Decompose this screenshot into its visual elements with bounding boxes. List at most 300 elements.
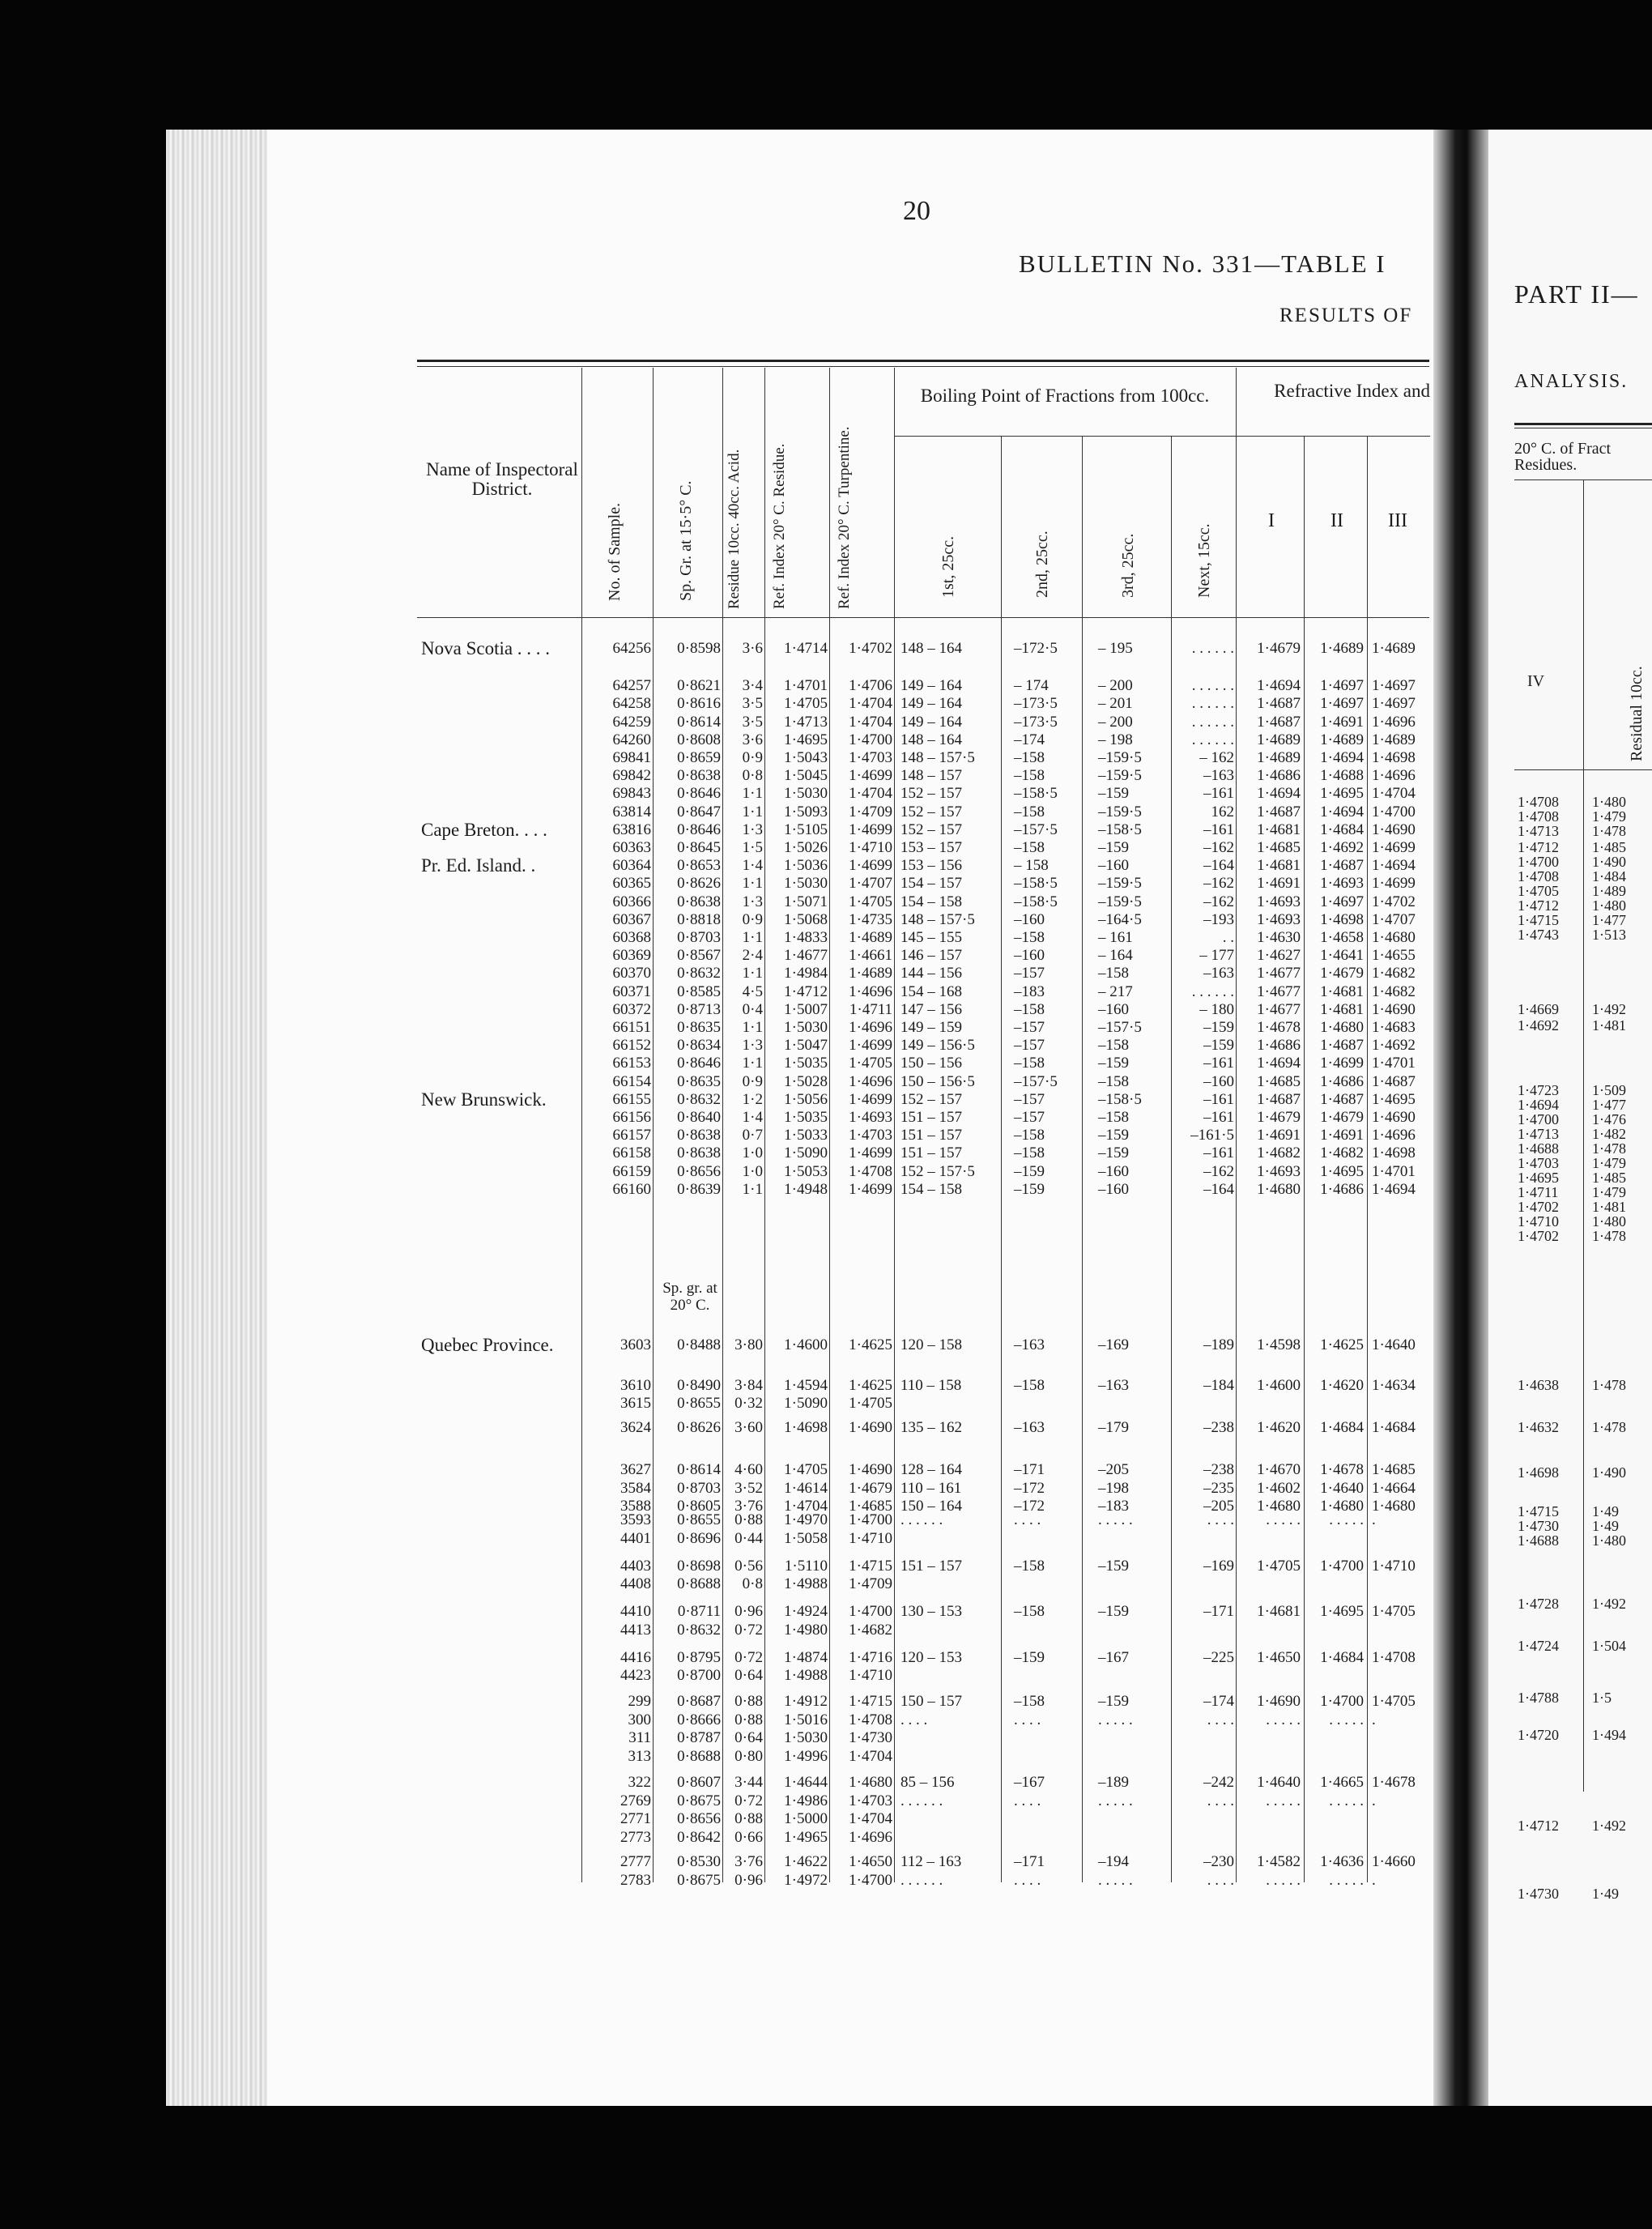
residue-cell: 1·4: [742, 1109, 763, 1126]
ref-index-turpentine-cell: 1·4689: [849, 929, 892, 946]
boiling-2nd-cell: –158: [1014, 839, 1045, 856]
table-row: [583, 1144, 1424, 1162]
boiling-2nd-cell: [1003, 1810, 1084, 1828]
sp-gr-cell: 0·8605: [677, 1498, 721, 1515]
ref-index-turpentine-cell: 1·4705: [849, 1395, 892, 1412]
boiling-2nd-cell: –171: [1014, 1853, 1045, 1870]
refr-ii-cell: . . . . .: [1329, 1711, 1364, 1728]
table-row: [583, 839, 1424, 857]
refr-ii-cell: . . . . .: [1329, 1792, 1364, 1809]
sample-no-cell: 4408: [620, 1575, 651, 1592]
ref-index-residue-cell: 1·5068: [784, 910, 828, 928]
sp-gr-cell: 0·8659: [677, 749, 721, 766]
table-row: [583, 1073, 1424, 1091]
boiling-next-cell: –225: [1203, 1648, 1234, 1666]
sample-no-cell: 64260: [612, 731, 651, 748]
boiling-next-cell: [1173, 1622, 1237, 1639]
refr-iii-cell: 1·4695: [1372, 1090, 1416, 1108]
sample-no-cell: 3588: [620, 1498, 651, 1515]
right-page-residual-value: 1·513: [1592, 927, 1626, 943]
right-page-iv-value: 1·4708: [1518, 794, 1559, 810]
residue-cell: 1·1: [742, 1019, 763, 1036]
sp-gr-cell: 0·8787: [677, 1729, 721, 1746]
boiling-1st-cell: [896, 1395, 1003, 1413]
refr-ii-cell: [1304, 1575, 1367, 1593]
table-row: [583, 1461, 1424, 1479]
refr-iii-cell: 1·4708: [1372, 1648, 1416, 1666]
table-row: [583, 1055, 1424, 1072]
sp-gr-cell: 0·8655: [677, 1395, 721, 1412]
page-title: BULLETIN No. 331—TABLE I: [1019, 249, 1386, 278]
refr-i-cell: 1·4689: [1257, 749, 1301, 766]
boiling-2nd-cell: . . . .: [1014, 1711, 1041, 1728]
table-row: [583, 1091, 1424, 1109]
ref-index-residue-cell: 1·5053: [784, 1162, 828, 1180]
boiling-next-cell: . . . .: [1207, 1511, 1234, 1528]
boiling-3rd-cell: –159: [1098, 1144, 1129, 1162]
boiling-next-cell: [1173, 1530, 1237, 1548]
table-row: [583, 1711, 1424, 1729]
residue-cell: 3·84: [734, 1377, 763, 1394]
right-page-residual-value: 1·484: [1592, 868, 1626, 884]
right-page-iv-value: 1·4708: [1518, 808, 1559, 825]
boiling-next-cell: –161: [1203, 1055, 1234, 1072]
refr-ii-cell: [1304, 1810, 1367, 1828]
ref-index-turpentine-cell: 1·4699: [849, 857, 892, 875]
ref-index-residue-cell: 1·4984: [784, 965, 828, 982]
refr-i-cell: 1·4694: [1257, 677, 1301, 695]
boiling-next-cell: [1173, 1748, 1237, 1766]
refr-ii-cell: 1·4700: [1320, 1557, 1364, 1575]
sp-gr-cell: 0·8675: [677, 1792, 721, 1809]
boiling-2nd-cell: [1003, 1748, 1084, 1766]
residue-cell: 2·4: [742, 947, 763, 965]
boiling-3rd-cell: [1084, 1810, 1173, 1828]
refr-i-cell: 1·4602: [1257, 1479, 1301, 1497]
sp-gr-cell: 0·8635: [677, 1072, 721, 1090]
ref-index-residue-cell: 1·5007: [784, 1000, 828, 1018]
refr-i-cell: 1·4679: [1257, 1109, 1301, 1126]
refr-ii-cell: 1·4687: [1320, 1037, 1364, 1055]
right-page-residual-value: 1·480: [1592, 1213, 1626, 1230]
boiling-1st-cell: [896, 1622, 1003, 1639]
residue-cell: 0·66: [734, 1828, 763, 1846]
table-row: [583, 695, 1424, 713]
right-page-residual-value: 1·479: [1592, 1184, 1626, 1200]
sp-gr-cell: 0·8656: [677, 1162, 721, 1180]
ref-index-residue-cell: 1·4704: [784, 1498, 828, 1515]
refr-iii-cell: .: [1372, 1792, 1376, 1809]
boiling-2nd-cell: [1003, 1729, 1084, 1747]
boiling-1st-cell: 149 – 164: [901, 695, 962, 713]
ref-index-residue-cell: 1·4972: [784, 1871, 828, 1889]
sample-no-cell: 313: [628, 1747, 651, 1765]
refr-iii-cell: 1·4684: [1372, 1419, 1416, 1436]
ref-index-turpentine-cell: 1·4716: [849, 1648, 892, 1666]
refr-iii-cell: 1·4701: [1372, 1055, 1416, 1072]
boiling-1st-cell: 120 – 158: [901, 1336, 962, 1353]
residue-cell: 0·9: [742, 749, 763, 766]
header-sp-gr: Sp. Gr. at 15·5° C.: [677, 480, 695, 601]
boiling-2nd-cell: [1003, 1395, 1084, 1413]
boiling-next-cell: –162: [1203, 1162, 1234, 1180]
residue-cell: 0·9: [742, 1072, 763, 1090]
right-page-residual-value: 1·494: [1592, 1727, 1626, 1743]
sp-gr-cell: 0·8698: [677, 1557, 721, 1575]
sample-no-cell: 2769: [620, 1792, 651, 1809]
ref-index-turpentine-cell: 1·4680: [849, 1774, 892, 1791]
boiling-1st-cell: 145 – 155: [901, 929, 962, 946]
refr-i-cell: . . . . .: [1266, 1711, 1301, 1728]
refr-iii-cell: [1367, 1575, 1424, 1593]
sp-gr-cell: 0·8632: [677, 965, 721, 982]
right-page-residual-value: 1·490: [1592, 1464, 1626, 1481]
refr-iii-cell: 1·4678: [1372, 1774, 1416, 1791]
boiling-1st-cell: 151 – 157: [901, 1109, 962, 1126]
table-row: [583, 1377, 1424, 1395]
boiling-next-cell: . .: [1222, 929, 1234, 946]
residue-cell: 1·3: [742, 1037, 763, 1055]
right-page-iv-value: 1·4692: [1518, 1017, 1559, 1034]
sample-no-cell: 299: [628, 1693, 651, 1710]
right-page-residual-value: 1·490: [1592, 854, 1626, 870]
refr-ii-cell: 1·4688: [1320, 767, 1364, 785]
refr-iii-cell: 1·4655: [1372, 947, 1416, 965]
refr-iii-cell: [1367, 1622, 1424, 1639]
ref-index-turpentine-cell: 1·4709: [849, 1575, 892, 1592]
boiling-1st-cell: 148 – 164: [901, 731, 962, 748]
sample-no-cell: 60368: [612, 929, 651, 946]
header-r1: I: [1268, 510, 1275, 531]
ref-index-residue-cell: 1·5110: [784, 1557, 828, 1575]
refr-ii-cell: 1·4640: [1320, 1479, 1364, 1497]
refr-i-cell: 1·4693: [1257, 893, 1301, 910]
ref-index-residue-cell: 1·4874: [784, 1648, 828, 1666]
page-stack-edges: [166, 130, 271, 2106]
right-page-iv-value: 1·4638: [1518, 1377, 1559, 1393]
refr-i-cell: 1·4690: [1257, 1693, 1301, 1710]
boiling-1st-cell: [896, 1530, 1003, 1548]
sample-no-cell: 4413: [620, 1621, 651, 1639]
right-page-iv-value: 1·4720: [1518, 1727, 1559, 1743]
right-page-residual-value: 1·480: [1592, 794, 1626, 810]
sample-no-cell: 60366: [612, 893, 651, 910]
refr-ii-cell: 1·4678: [1320, 1461, 1364, 1478]
book-gutter: [1433, 130, 1488, 2106]
table-row: [583, 1163, 1424, 1181]
ref-index-turpentine-cell: 1·4693: [849, 1109, 892, 1126]
right-page-iv-value: 1·4698: [1518, 1464, 1559, 1481]
refr-iii-cell: 1·4690: [1372, 1000, 1416, 1018]
refr-i-cell: 1·4693: [1257, 1162, 1301, 1180]
residue-cell: 1·0: [742, 1162, 763, 1180]
ref-index-residue-cell: 1·4622: [784, 1853, 828, 1870]
boiling-2nd-cell: –158·5: [1014, 785, 1058, 803]
refr-ii-cell: 1·4691: [1320, 1127, 1364, 1144]
residue-cell: 1·1: [742, 803, 763, 820]
boiling-1st-cell: 149 – 156·5: [901, 1037, 975, 1055]
boiling-3rd-cell: –159·5: [1098, 893, 1142, 910]
boiling-next-cell: –162: [1203, 839, 1234, 856]
table-row: [583, 1480, 1424, 1498]
refr-ii-cell: 1·4679: [1320, 1109, 1364, 1126]
boiling-next-cell: –230: [1203, 1853, 1234, 1870]
right-page-iv-value: 1·4669: [1518, 1001, 1559, 1017]
sample-no-cell: 2771: [620, 1810, 651, 1827]
right-page-iv-value: 1·4700: [1518, 854, 1559, 870]
boiling-3rd-cell: – 217: [1098, 982, 1133, 1000]
right-page-residual-value: 1·49: [1592, 1518, 1619, 1534]
refr-i-cell: 1·4705: [1257, 1557, 1301, 1575]
sp-gr-cell: 0·8653: [677, 857, 721, 875]
sample-no-cell: 3593: [620, 1511, 651, 1528]
boiling-1st-cell: [896, 1575, 1003, 1593]
sp-gr-cell: 0·8639: [677, 1180, 721, 1198]
boiling-3rd-cell: –189: [1098, 1774, 1129, 1791]
table-row: [583, 677, 1424, 695]
refr-iii-cell: 1·4634: [1372, 1377, 1416, 1394]
boiling-2nd-cell: –172·5: [1014, 640, 1058, 657]
ref-index-residue-cell: 1·5000: [784, 1810, 828, 1827]
right-page-residual-value: 1·478: [1592, 1140, 1626, 1157]
boiling-next-cell: –161: [1203, 820, 1234, 838]
boiling-2nd-cell: –160: [1014, 947, 1045, 965]
ref-index-turpentine-cell: 1·4703: [849, 1792, 892, 1809]
boiling-3rd-cell: [1084, 1395, 1173, 1413]
ref-index-residue-cell: 1·5030: [784, 875, 828, 893]
boiling-next-cell: –160: [1203, 1072, 1234, 1090]
refr-i-cell: [1237, 1748, 1304, 1766]
ref-index-residue-cell: 1·4698: [784, 1419, 828, 1436]
refr-ii-cell: 1·4691: [1320, 713, 1364, 731]
sp-gr-cell: 0·8626: [677, 875, 721, 893]
residue-cell: 0·64: [734, 1729, 763, 1746]
sample-no-cell: 66156: [612, 1109, 651, 1126]
ref-index-turpentine-cell: 1·4708: [849, 1162, 892, 1180]
refr-iii-cell: [1367, 1829, 1424, 1847]
ref-index-turpentine-cell: 1·4689: [849, 965, 892, 982]
sample-no-cell: 300: [628, 1711, 651, 1728]
boiling-2nd-cell: . . . .: [1014, 1871, 1041, 1889]
sample-no-cell: 60372: [612, 1000, 651, 1018]
right-page-iv-value: 1·4712: [1518, 897, 1559, 914]
right-page-residual-value: 1·492: [1592, 1596, 1626, 1612]
sp-gr-cell: 0·8635: [677, 1019, 721, 1036]
refr-i-cell: 1·4678: [1257, 1019, 1301, 1036]
sp-gr-cell: 0·8626: [677, 1419, 721, 1436]
sample-no-cell: 60367: [612, 910, 651, 928]
residue-cell: 1·1: [742, 875, 763, 893]
refr-i-cell: 1·4582: [1257, 1853, 1301, 1870]
boiling-3rd-cell: –158: [1098, 1037, 1129, 1055]
ref-index-residue-cell: 1·4988: [784, 1667, 828, 1684]
refr-i-cell: 1·4600: [1257, 1377, 1301, 1394]
boiling-2nd-cell: –158: [1014, 1693, 1045, 1710]
right-page-residual-value: 1·5: [1592, 1690, 1612, 1706]
boiling-1st-cell: 148 – 157·5: [901, 749, 975, 766]
district-label: Cape Breton. . . .: [421, 819, 547, 840]
refr-ii-cell: 1·4689: [1320, 640, 1364, 657]
boiling-next-cell: –238: [1203, 1461, 1234, 1478]
sample-no-cell: 66159: [612, 1162, 651, 1180]
boiling-3rd-cell: –158: [1098, 1072, 1129, 1090]
sample-no-cell: 60363: [612, 839, 651, 856]
table-row: [583, 767, 1424, 785]
right-page-iv-value: 1·4695: [1518, 1170, 1559, 1186]
boiling-3rd-cell: –159: [1098, 1557, 1129, 1575]
residue-cell: 0·8: [742, 1575, 763, 1592]
refr-iii-cell: 1·4696: [1372, 1127, 1416, 1144]
sample-no-cell: 322: [628, 1774, 651, 1791]
boiling-1st-cell: [896, 1748, 1003, 1766]
table-row: [583, 1127, 1424, 1144]
header-rule-thin: [417, 366, 1429, 367]
boiling-2nd-cell: –159: [1014, 1180, 1045, 1198]
refr-ii-cell: 1·4698: [1320, 910, 1364, 928]
refr-iii-cell: 1·4700: [1372, 803, 1416, 820]
right-page-iv-value: 1·4715: [1518, 1503, 1559, 1519]
ref-index-turpentine-cell: 1·4696: [849, 982, 892, 1000]
boiling-1st-cell: 151 – 157: [901, 1144, 962, 1162]
ref-index-residue-cell: 1·4644: [784, 1774, 828, 1791]
boiling-next-cell: [1173, 1810, 1237, 1828]
ref-index-residue-cell: 1·4600: [784, 1336, 828, 1353]
boiling-1st-cell: . . . . . .: [901, 1792, 943, 1809]
ref-index-residue-cell: 1·4705: [784, 695, 828, 713]
sample-no-cell: 69843: [612, 785, 651, 803]
refr-i-cell: [1237, 1667, 1304, 1685]
ref-index-residue-cell: 1·5090: [784, 1395, 828, 1412]
refr-iii-cell: [1367, 1395, 1424, 1413]
refr-i-cell: [1237, 1575, 1304, 1593]
refr-i-cell: 1·4689: [1257, 731, 1301, 748]
boiling-next-cell: –159: [1203, 1019, 1234, 1036]
right-page-iv-value: 1·4711: [1518, 1184, 1559, 1200]
refr-iii-cell: .: [1372, 1711, 1376, 1728]
residue-cell: 3·80: [734, 1336, 763, 1353]
right-page-residual-value: 1·49: [1592, 1886, 1619, 1902]
boiling-2nd-cell: –158·5: [1014, 875, 1058, 893]
header-district: Name of Inspectoral District.: [426, 459, 578, 499]
ref-index-residue-cell: 1·5030: [784, 1729, 828, 1746]
boiling-3rd-cell: – 164: [1098, 947, 1133, 965]
sp-gr-cell: 0·8646: [677, 1055, 721, 1072]
sample-no-cell: 66160: [612, 1180, 651, 1198]
refr-iii-cell: 1·4689: [1372, 731, 1416, 748]
boiling-next-cell: –162: [1203, 893, 1234, 910]
refr-i-cell: 1·4681: [1257, 1603, 1301, 1620]
residue-cell: 1·1: [742, 785, 763, 803]
residue-cell: 0·8: [742, 767, 763, 785]
refr-iii-cell: 1·4705: [1372, 1603, 1416, 1620]
boiling-2nd-cell: –159: [1014, 1648, 1045, 1666]
sample-no-cell: 3584: [620, 1479, 651, 1497]
refr-i-cell: 1·4694: [1257, 1055, 1301, 1072]
refr-ii-cell: 1·4692: [1320, 839, 1364, 856]
refr-i-cell: 1·4687: [1257, 695, 1301, 713]
ref-index-residue-cell: 1·4986: [784, 1792, 828, 1809]
boiling-3rd-cell: [1084, 1530, 1173, 1548]
refr-i-cell: 1·4681: [1257, 857, 1301, 875]
boiling-1st-cell: 85 – 156: [901, 1774, 955, 1791]
refr-i-cell: [1237, 1530, 1304, 1548]
boiling-2nd-cell: –157: [1014, 1019, 1045, 1036]
refr-ii-cell: 1·4681: [1320, 982, 1364, 1000]
boiling-next-cell: –205: [1203, 1498, 1234, 1515]
table-row: [583, 893, 1424, 911]
table-row: [583, 911, 1424, 929]
boiling-next-cell: . . . . . .: [1191, 695, 1234, 713]
boiling-3rd-cell: [1084, 1729, 1173, 1747]
ref-index-residue-cell: 1·5093: [784, 803, 828, 820]
refr-iii-cell: 1·4687: [1372, 1072, 1416, 1090]
refr-ii-cell: 1·4682: [1320, 1144, 1364, 1162]
ref-index-residue-cell: 1·4970: [784, 1511, 828, 1528]
refr-ii-cell: 1·4620: [1320, 1377, 1364, 1394]
boiling-2nd-cell: –158: [1014, 1055, 1045, 1072]
table-row: [583, 803, 1424, 821]
boiling-3rd-cell: [1084, 1622, 1173, 1639]
ref-index-turpentine-cell: 1·4708: [849, 1711, 892, 1728]
refr-ii-cell: 1·4693: [1320, 875, 1364, 893]
refr-i-cell: [1237, 1395, 1304, 1413]
sample-no-cell: 63816: [612, 820, 651, 838]
boiling-next-cell: . . . .: [1207, 1792, 1234, 1809]
refr-iii-cell: 1·4697: [1372, 695, 1416, 713]
boiling-3rd-cell: [1084, 1748, 1173, 1766]
boiling-2nd-cell: –157: [1014, 965, 1045, 982]
boiling-3rd-cell: –159·5: [1098, 875, 1142, 893]
boiling-1st-cell: 149 – 164: [901, 713, 962, 731]
refr-ii-cell: 1·4694: [1320, 749, 1364, 766]
boiling-1st-cell: 153 – 157: [901, 839, 962, 856]
sample-no-cell: 64258: [612, 695, 651, 713]
district-label: Nova Scotia . . . .: [421, 638, 551, 658]
ref-index-residue-cell: 1·5035: [784, 1055, 828, 1072]
boiling-next-cell: –161: [1203, 1090, 1234, 1108]
boiling-next-cell: . . . .: [1207, 1711, 1234, 1728]
refr-i-cell: 1·4677: [1257, 965, 1301, 982]
sample-no-cell: 4416: [620, 1648, 651, 1666]
right-page-iv-value: 1·4702: [1518, 1228, 1559, 1244]
residue-cell: 4·5: [742, 982, 763, 1000]
refr-i-cell: 1·4630: [1257, 929, 1301, 946]
refr-ii-cell: 1·4658: [1320, 929, 1364, 946]
refr-i-cell: . . . . .: [1266, 1792, 1301, 1809]
boiling-1st-cell: . . . .: [901, 1711, 928, 1728]
sample-no-cell: 60369: [612, 947, 651, 965]
boiling-2nd-cell: –158: [1014, 1603, 1045, 1620]
boiling-2nd-cell: –163: [1014, 1419, 1045, 1436]
refr-iii-cell: 1·4680: [1372, 1498, 1416, 1515]
sample-no-cell: 64256: [612, 640, 651, 657]
header-ref-index-turpentine: Ref. Index 20° C. Turpentine.: [836, 426, 853, 609]
boiling-next-cell: –162: [1203, 875, 1234, 893]
residue-cell: 1·3: [742, 893, 763, 910]
boiling-2nd-cell: –158: [1014, 1557, 1045, 1575]
sample-no-cell: 64259: [612, 713, 651, 731]
right-page-iv-value: 1·4743: [1518, 927, 1559, 943]
sp-gr-cell: 0·8700: [677, 1667, 721, 1684]
table-row: [583, 1575, 1424, 1593]
table-row: [583, 1748, 1424, 1766]
table-row: [583, 1622, 1424, 1639]
refr-i-cell: 1·4686: [1257, 1037, 1301, 1055]
sample-no-cell: 4410: [620, 1603, 651, 1620]
residue-cell: 1·1: [742, 965, 763, 982]
sp-gr-cell: 0·8795: [677, 1648, 721, 1666]
refr-iii-cell: 1·4704: [1372, 785, 1416, 803]
